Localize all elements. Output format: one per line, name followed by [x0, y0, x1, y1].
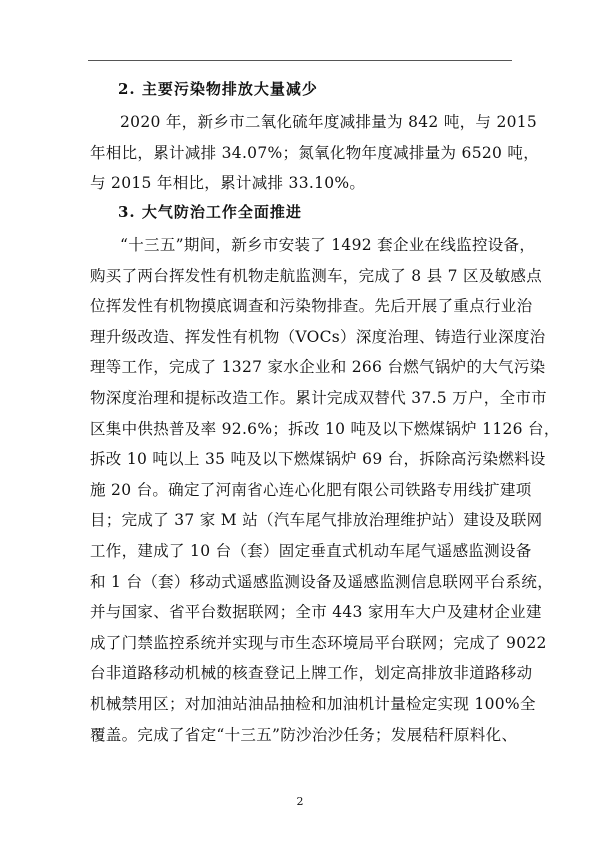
text-line: 位挥发性有机物摸底调查和污染物排查。先后开展了重点行业治 — [90, 297, 533, 316]
paragraph-air-prevention — [90, 230, 560, 750]
text-line: 区集中供热普及率 92.6%；拆改 10 吨及以下燃煤锅炉 1126 台， — [90, 419, 560, 438]
text-line: 物深度治理和提标改造工作。累计完成双替代 37.5 万户，全市市 — [90, 388, 547, 407]
text-line: 施 20 台。确定了河南省心连心化肥有限公司铁路专用线扩建项 — [90, 480, 532, 499]
section-heading-air-prevention: 3. 大气防治工作全面推进 — [118, 203, 302, 221]
header-rule — [88, 60, 512, 61]
text-line: 台非道路移动机械的核查登记上牌工作，划定高排放非道路移动 — [90, 664, 533, 683]
text-line: 和 1 台（套）移动式遥感监测设备及遥感监测信息联网平台系统， — [90, 572, 554, 591]
text-line: 购买了两台挥发性有机物走航监测车，完成了 8 县 7 区及敏感点 — [90, 266, 543, 285]
text-line: 年相比，累计减排 34.07%；氮氧化物年度减排量为 6520 吨， — [90, 143, 540, 162]
paragraph-emissions — [90, 107, 540, 199]
page-number: 2 — [296, 795, 304, 808]
text-line: “十三五”期间，新乡市安装了 1492 套企业在线监控设备， — [120, 236, 536, 254]
text-line: 拆改 10 吨以上 35 吨及以下燃煤锅炉 69 台，拆除高污染燃料设 — [90, 450, 546, 469]
text-line: 工作，建成了 10 台（套）固定垂直式机动车尾气遥感监测设备 — [90, 541, 532, 560]
text-line: 机械禁用区；对加油站油品抽检和加油机计量检定实现 100%全 — [90, 694, 536, 713]
text-line: 2020 年，新乡市二氧化硫年度减排量为 842 吨，与 2015 — [120, 113, 538, 131]
text-line: 理等工作，完成了 1327 家水企业和 266 台燃气锅炉的大气污染 — [90, 358, 546, 377]
text-line: 目；完成了 37 家 M 站（汽车尾气排放治理维护站）建设及联网 — [90, 511, 543, 530]
section-heading-emissions: 2. 主要污染物排放大量减少 — [118, 80, 318, 98]
text-line: 与 2015 年相比，累计减排 33.10%。 — [90, 174, 366, 193]
text-line: 覆盖。完成了省定“十三五”防沙治沙任务；发展秸秆原料化、 — [90, 725, 518, 744]
text-line: 理升级改造、挥发性有机物（VOCs）深度治理、铸造行业深度治 — [90, 327, 546, 346]
text-line: 成了门禁监控系统并实现与市生态环境局平台联网；完成了 9022 — [90, 633, 547, 652]
text-line: 并与国家、省平台数据联网；全市 443 家用车大户及建材企业建 — [90, 603, 542, 622]
